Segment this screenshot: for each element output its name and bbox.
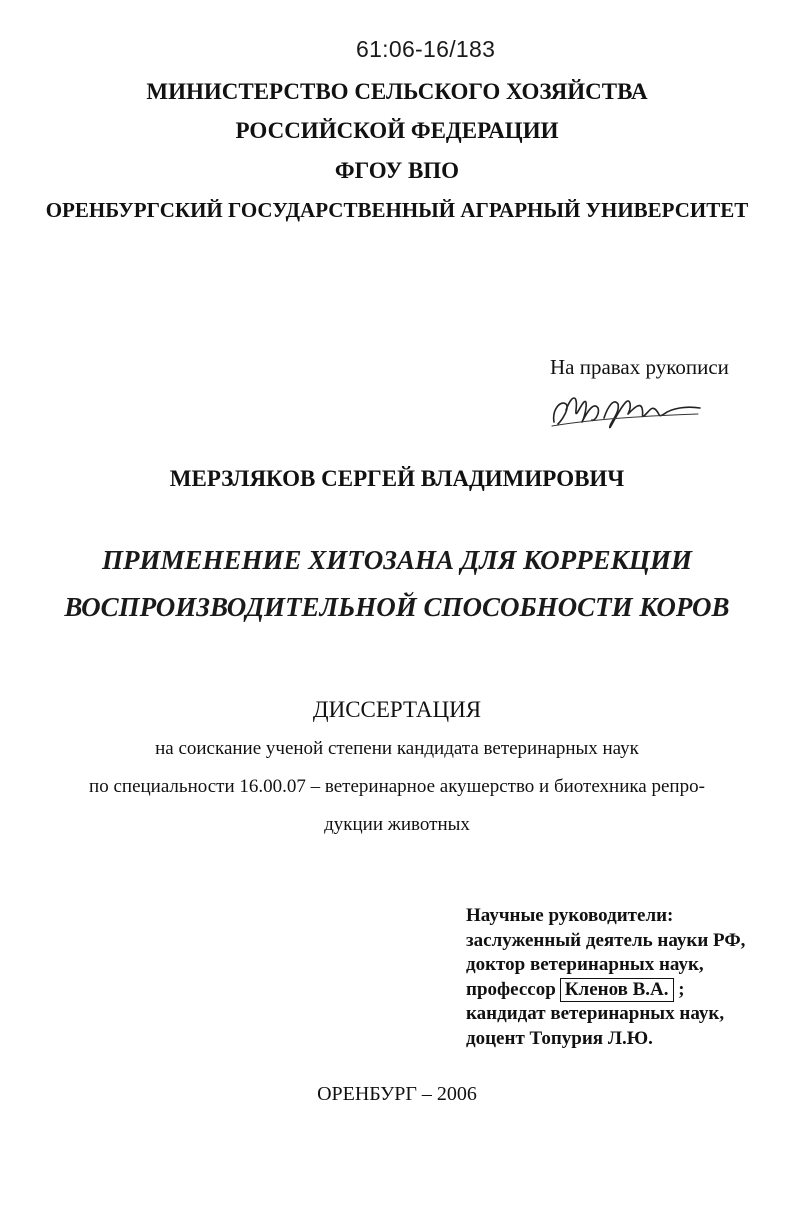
advisor-2-degree: кандидат ветеринарных наук, [466, 1003, 725, 1024]
advisor-2-name: доцент Топурия Л.Ю. [466, 1027, 653, 1049]
ministry-line-2: РОССИЙСКОЙ ФЕДЕРАЦИИ [235, 118, 559, 143]
degree-line: на соискание ученой степени кандидата ветеринарных наук [155, 738, 639, 759]
advisors-block [466, 904, 745, 1051]
advisor-1-name: Кленов В.А. [560, 978, 674, 1002]
advisor-1-separator: ; [678, 978, 685, 1000]
institution-type: ФГОУ ВПО [334, 158, 460, 183]
advisor-1-title: заслуженный деятель науки РФ, [466, 929, 746, 951]
document-type: ДИССЕРТАЦИЯ [312, 697, 482, 722]
signature-icon [548, 380, 708, 440]
dissertation-title-line-2: ВОСПРОИЗВОДИТЕЛЬНОЙ СПОСОБНОСТИ КОРОВ [64, 592, 730, 622]
author-name: МЕРЗЛЯКОВ СЕРГЕЙ ВЛАДИМИРОВИЧ [169, 466, 625, 491]
ministry-line-1: МИНИСТЕРСТВО СЕЛЬСКОГО ХОЗЯЙСТВА [146, 79, 648, 104]
advisor-1-rank: профессор [466, 978, 556, 1000]
place-and-year: ОРЕНБУРГ – 2006 [317, 1083, 477, 1105]
manuscript-note: На правах рукописи [550, 355, 729, 379]
dissertation-title-line-1: ПРИМЕНЕНИЕ ХИТОЗАНА ДЛЯ КОРРЕКЦИИ [102, 545, 692, 575]
advisors-heading: Научные руководители: [466, 905, 674, 926]
university-name: ОРЕНБУРГСКИЙ ГОСУДАРСТВЕННЫЙ АГРАРНЫЙ УНИВЕРСИТЕТ [45, 198, 749, 222]
archive-code: 61:06-16/183 [356, 36, 496, 62]
specialty-line-continued: дукции животных [324, 814, 470, 835]
advisor-1-degree: доктор ветеринарных наук, [466, 954, 704, 975]
specialty-line: по специальности 16.00.07 – ветеринарное акушерство и биотехника репро- [89, 776, 705, 797]
advisor-1-line [466, 978, 745, 1003]
